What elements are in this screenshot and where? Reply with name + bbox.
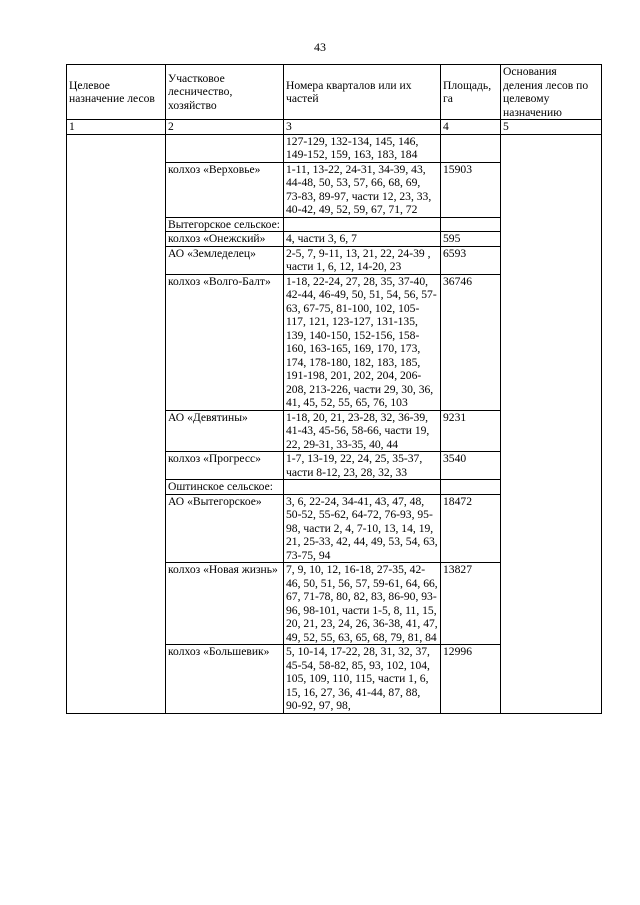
purpose-cell	[67, 134, 166, 713]
column-number: 4	[441, 120, 501, 135]
unit-cell: Вытегорское сельское:	[166, 217, 284, 232]
unit-cell: Оштинское сельское:	[166, 480, 284, 495]
header-basis: Основания деления лесов по целевому назначению	[501, 65, 602, 120]
unit-cell: колхоз «Большевик»	[166, 645, 284, 714]
quarters-cell: 1-11, 13-22, 24-31, 34-39, 43, 44-48, 50, 53, 57, 66, 68, 69, 73-83, 89-97, части 12, 23, 33, 40-42, 49, 52, 59, 67, 71, 72	[284, 162, 441, 217]
column-number: 2	[166, 120, 284, 135]
unit-cell: АО «Земледелец»	[166, 246, 284, 274]
basis-cell	[501, 134, 602, 713]
area-cell: 15903	[441, 162, 501, 217]
unit-cell: колхоз «Онежский»	[166, 232, 284, 247]
area-cell: 6593	[441, 246, 501, 274]
quarters-cell: 2-5, 7, 9-11, 13, 21, 22, 24-39 , части 1, 6, 12, 14-20, 23	[284, 246, 441, 274]
area-cell: 9231	[441, 410, 501, 452]
quarters-cell: 3, 6, 22-24, 34-41, 43, 47, 48, 50-52, 55-62, 64-72, 76-93, 95-98, части 2, 4, 7-10, 13, 14, 19, 21, 25-33, 42, 44, 49, 53, 54, 63, 73-75, 94	[284, 494, 441, 563]
page-number: 43	[314, 40, 326, 54]
area-cell: 36746	[441, 274, 501, 410]
quarters-cell: 1-7, 13-19, 22, 24, 25, 35-37, части 8-12, 23, 28, 32, 33	[284, 452, 441, 480]
quarters-cell: 1-18, 22-24, 27, 28, 35, 37-40, 42-44, 46-49, 50, 51, 54, 56, 57-63, 67-75, 81-100, 102, 105-117, 121, 123-127, 131-135, 139, 140-150, 152-156, 158-160, 163-165, 169, 170, 173, 174, 178-180, 182, 183, 185, 191-198, 201, 202, 204, 206-208, 213-226, части 29, 30, 36, 41, 45, 52, 55, 65, 76, 103	[284, 274, 441, 410]
quarters-cell: 127-129, 132-134, 145, 146, 149-152, 159, 163, 183, 184	[284, 134, 441, 162]
unit-cell: колхоз «Новая жизнь»	[166, 563, 284, 645]
forest-purpose-table	[66, 64, 602, 714]
unit-cell	[166, 134, 284, 162]
quarters-cell: 5, 10-14, 17-22, 28, 31, 32, 37, 45-54, 58-82, 85, 93, 102, 104, 105, 109, 110, 115, части 1, 6, 15, 16, 27, 36, 41-44, 87, 88, 90-92, 97, 98,	[284, 645, 441, 714]
header-forestry-unit: Участковое лесничество, хозяйство	[166, 65, 284, 120]
unit-cell: колхоз «Верховье»	[166, 162, 284, 217]
area-cell: 13827	[441, 563, 501, 645]
unit-cell: колхоз «Прогресс»	[166, 452, 284, 480]
quarters-cell: 4, части 3, 6, 7	[284, 232, 441, 247]
table-row	[67, 134, 602, 162]
header-purpose: Целевое назначение лесов	[67, 65, 166, 120]
quarters-cell	[284, 217, 441, 232]
quarters-cell	[284, 480, 441, 495]
column-number: 3	[284, 120, 441, 135]
table-header-row	[67, 65, 602, 120]
header-area: Площадь, га	[441, 65, 501, 120]
area-cell: 18472	[441, 494, 501, 563]
quarters-cell: 1-18, 20, 21, 23-28, 32, 36-39, 41-43, 45-56, 58-66, части 19, 22, 29-31, 33-35, 40, 44	[284, 410, 441, 452]
area-cell	[441, 217, 501, 232]
column-number-row	[67, 120, 602, 135]
column-number: 5	[501, 120, 602, 135]
area-cell: 3540	[441, 452, 501, 480]
unit-cell: АО «Вытегорское»	[166, 494, 284, 563]
quarters-cell: 7, 9, 10, 12, 16-18, 27-35, 42-46, 50, 51, 56, 57, 59-61, 64, 66, 67, 71-78, 80, 82, 83, 86-90, 93-96, 98-101, части 1-5, 8, 11, 15, 20, 21, 23, 24, 26, 36-38, 41, 47, 49, 52, 55, 63, 65, 68, 79, 81, 84	[284, 563, 441, 645]
unit-cell: колхоз «Волго-Балт»	[166, 274, 284, 410]
column-number: 1	[67, 120, 166, 135]
unit-cell: АО «Девятины»	[166, 410, 284, 452]
area-cell: 595	[441, 232, 501, 247]
header-quarters: Номера кварталов или их частей	[284, 65, 441, 120]
area-cell	[441, 134, 501, 162]
area-cell: 12996	[441, 645, 501, 714]
area-cell	[441, 480, 501, 495]
